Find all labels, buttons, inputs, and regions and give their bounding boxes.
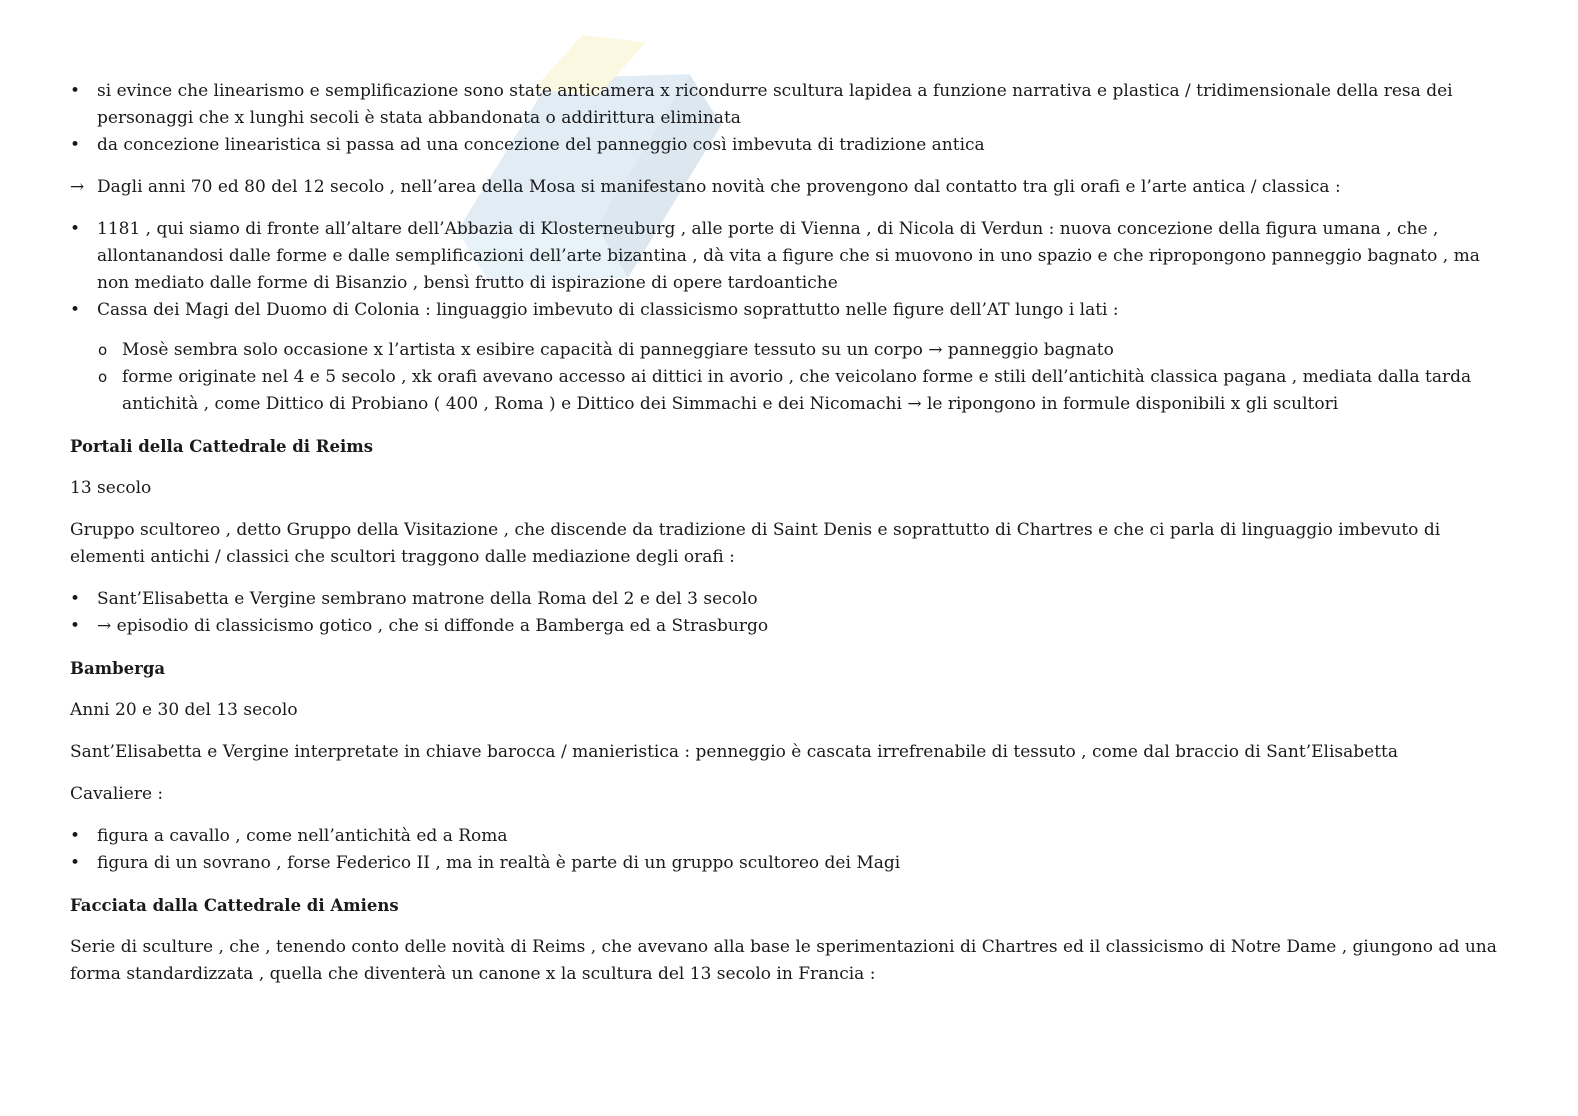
- arrow-intro-text: Dagli anni 70 ed 80 del 12 secolo , nell’area della Mosa si manifestano novità che provengono dal contatto tra gli orafi e l’arte antica / classica :: [97, 177, 1341, 197]
- list-item: • figura a cavallo , come nell’antichità ed a Roma: [70, 823, 1510, 850]
- cavaliere-label: Cavaliere :: [70, 784, 164, 804]
- bamberga-paragraph: Sant’Elisabetta e Vergine interpretate in chiave barocca / manieristica : penneggio è cascata irrefrenabile di tessuto , come dal braccio di Sant’Elisabetta: [70, 742, 1399, 762]
- section-heading-bamberga: Bamberga: [70, 659, 166, 678]
- section-heading-amiens: Facciata dalla Cattedrale di Amiens: [70, 896, 399, 915]
- sub-list-item: o forme originate nel 4 e 5 secolo , xk orafi avevano accesso ai dittici in avorio , che veicolano forme e stili dell’antichità classica pagana , mediata dalla tarda antichità , come Dittico di Probiano ( 400 , Roma ) e Dittico dei Simmachi e dei Nicomachi → le ripongono in formule disponibili x gli scultori: [70, 364, 1510, 418]
- intro-bullet-list: [70, 78, 1510, 159]
- reims-paragraph: Gruppo scultoreo , detto Gruppo della Visitazione , che discende da tradizione di Saint Denis e soprattutto di Chartres e che ci parla di linguaggio imbevuto di elementi antichi / classici che scultori traggono dalle mediazione degli orafi :: [70, 520, 1441, 567]
- arrow-intro-paragraph: [70, 174, 1510, 201]
- document-page: [70, 78, 1510, 988]
- cavaliere-bullet-list: [70, 823, 1510, 877]
- list-item: • 1181 , qui siamo di fronte all’altare dell’Abbazia di Klosterneuburg , alle porte di Vienna , di Nicola di Verdun : nuova concezione della figura umana , che , allontanandosi dalle forme e dalle semplificazioni dell’arte bizantina , dà vita a figure che si muovono in uno spazio e che ripropongono panneggio bagnato , ma non mediato dalle forme di Bisanzio , bensì frutto di ispirazione di opere tardoantiche: [70, 216, 1510, 297]
- sub-list-item: o Mosè sembra solo occasione x l’artista x esibire capacità di panneggiare tessuto su un corpo → panneggio bagnato: [70, 337, 1510, 364]
- list-item: • → episodio di classicismo gotico , che si diffonde a Bamberga ed a Strasburgo: [70, 613, 1510, 640]
- magi-sub-bullet-list: [70, 337, 1510, 418]
- mosa-bullet-list: [70, 216, 1510, 324]
- bamberga-date: Anni 20 e 30 del 13 secolo: [70, 700, 298, 720]
- amiens-paragraph: Serie di sculture , che , tenendo conto delle novità di Reims , che avevano alla base le sperimentazioni di Chartres ed il classicismo di Notre Dame , giungono ad una forma standardizzata , quella che diventerà un canone x la scultura del 13 secolo in Francia :: [70, 937, 1497, 984]
- arrow-right-icon: →: [70, 177, 85, 197]
- section-heading-reims: Portali della Cattedrale di Reims: [70, 437, 374, 456]
- reims-date: 13 secolo: [70, 478, 152, 498]
- reims-bullet-list: [70, 586, 1510, 640]
- list-item: • Cassa dei Magi del Duomo di Colonia : linguaggio imbevuto di classicismo soprattutto nelle figure dell’AT lungo i lati :: [70, 297, 1510, 324]
- list-item: • da concezione linearistica si passa ad una concezione del panneggio così imbevuta di tradizione antica: [70, 132, 1510, 159]
- list-item: • si evince che linearismo e semplificazione sono state anticamera x ricondurre scultura lapidea a funzione narrativa e plastica / tridimensionale della resa dei personaggi che x lunghi secoli è stata abbandonata o addirittura eliminata: [70, 78, 1510, 132]
- list-item: • figura di un sovrano , forse Federico II , ma in realtà è parte di un gruppo scultoreo dei Magi: [70, 850, 1510, 877]
- list-item: • Sant’Elisabetta e Vergine sembrano matrone della Roma del 2 e del 3 secolo: [70, 586, 1510, 613]
